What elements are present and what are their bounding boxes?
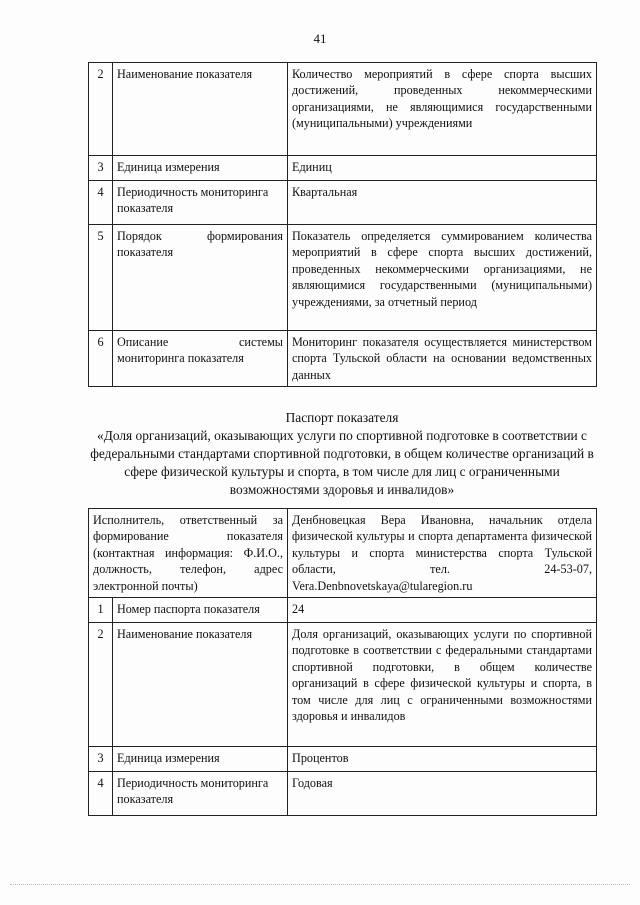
scan-artifact-line <box>10 884 630 887</box>
row-label: Порядок формирования показателя <box>113 225 288 331</box>
row-label: Единица измерения <box>113 747 288 772</box>
row-value: Количество мероприятий в сфере спорта высших достижений, проведенных некоммерческими организациями, не являющимися государственными (муниципальными) учреждениями <box>288 63 597 156</box>
row-number: 2 <box>89 63 113 156</box>
table-row <box>89 225 597 331</box>
row-label: Периодичность мониторинга показателя <box>113 772 288 816</box>
table-row <box>89 181 597 225</box>
passport-title-block <box>88 409 596 499</box>
passport-title: «Доля организаций, оказывающих услуги по спортивной подготовке в соответствии с федеральными стандартами спортивной подготовки, в общем количестве организаций в сфере физической культуры и спорта, в том числе для лиц с ограниченными возможностями здоровья и инвалидов» <box>90 428 594 497</box>
row-number: 5 <box>89 225 113 331</box>
table-row <box>89 772 597 816</box>
row-value: Мониторинг показателя осуществляется министерством спорта Тульской области на основании ведомственных данных <box>288 331 597 387</box>
passport-heading: Паспорт показателя <box>285 410 399 425</box>
row-number: 6 <box>89 331 113 387</box>
table-row <box>89 509 597 598</box>
row-value: 24 <box>288 598 597 623</box>
row-value: Единиц <box>288 156 597 181</box>
table-row <box>89 623 597 747</box>
table-row <box>89 598 597 623</box>
row-label: Описание системы мониторинга показателя <box>113 331 288 387</box>
executor-value: Денбновецкая Вера Ивановна, начальник отдела физической культуры и спорта департамента физической культуры и спорта министерства спорта Тульской области, тел. 24-53-07, Vera.Denbnovetskaya@tularegion.ru <box>288 509 597 598</box>
row-label: Наименование показателя <box>113 623 288 747</box>
executor-label: Исполнитель, ответственный за формирование показателя (контактная информация: Ф.И.О., должность, телефон, адрес электронной почты) <box>89 509 288 598</box>
row-value: Годовая <box>288 772 597 816</box>
row-number: 3 <box>89 747 113 772</box>
row-number: 1 <box>89 598 113 623</box>
row-label: Наименование показателя <box>113 63 288 156</box>
row-label: Номер паспорта показателя <box>113 598 288 623</box>
row-number: 3 <box>89 156 113 181</box>
table-row <box>89 747 597 772</box>
row-value: Показатель определяется суммированием количества мероприятий в сфере спорта высших достижений, проведенных некоммерческими организациями, не являющимися государственными (муниципальными) учреждениями, за отчетный период <box>288 225 597 331</box>
row-label: Единица измерения <box>113 156 288 181</box>
row-number: 4 <box>89 772 113 816</box>
row-number: 2 <box>89 623 113 747</box>
table-row <box>89 63 597 156</box>
row-value: Квартальная <box>288 181 597 225</box>
row-value: Доля организаций, оказывающих услуги по спортивной подготовке в соответствии с федеральными стандартами спортивной подготовки, в общем количестве организаций в сфере физической культуры и спорта, в том числе для лиц с ограниченными возможностями здоровья и инвалидов <box>288 623 597 747</box>
page-number: 41 <box>313 31 327 46</box>
row-number: 4 <box>89 181 113 225</box>
indicator-passport-table <box>88 508 597 816</box>
indicator-table-continued <box>88 62 597 387</box>
table-row <box>89 156 597 181</box>
row-value: Процентов <box>288 747 597 772</box>
table-row <box>89 331 597 387</box>
row-label: Периодичность мониторинга показателя <box>113 181 288 225</box>
